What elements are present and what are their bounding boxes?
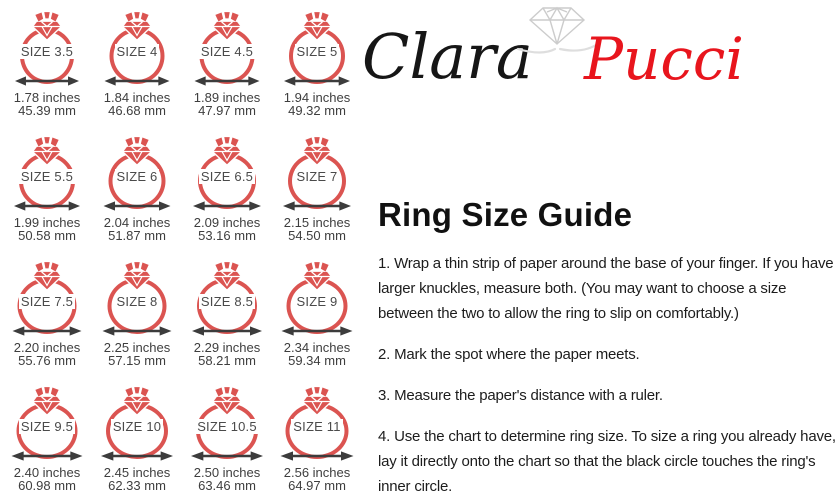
- ring-mm-label: 50.58 mm: [18, 228, 76, 243]
- ring-mm-label: 49.32 mm: [288, 103, 346, 118]
- ring-inches-label: 2.50 inches: [193, 465, 261, 480]
- diameter-arrow-icon: [105, 75, 170, 87]
- ring-inches-label: 1.94 inches: [283, 90, 351, 105]
- diamond-gem-icon: [32, 258, 63, 295]
- ring-mm-label: 51.87 mm: [108, 228, 166, 243]
- diameter-arrow-icon: [15, 75, 79, 87]
- ring-size-cell: [92, 133, 182, 258]
- diamond-gem-icon: [122, 383, 153, 420]
- ring-size-cell: [2, 133, 92, 258]
- ring-size-cell: [272, 258, 362, 383]
- diamond-gem-icon: [32, 383, 63, 420]
- ring-inches-label: 2.25 inches: [103, 340, 171, 355]
- ring-mm-label: 59.34 mm: [288, 353, 346, 368]
- diamond-gem-icon: [122, 258, 153, 295]
- ring-size-cell: [92, 383, 182, 501]
- ring-mm-label: 54.50 mm: [288, 228, 346, 243]
- brand-logo: [362, 4, 782, 116]
- ring-inches-label: 1.89 inches: [193, 90, 261, 105]
- ring-inches-label: 2.04 inches: [103, 215, 171, 230]
- ring-size-label: SIZE 4: [116, 44, 158, 59]
- ring-inches-label: 2.29 inches: [193, 340, 261, 355]
- ring-inches-label: 2.20 inches: [13, 340, 81, 355]
- diameter-arrow-icon: [101, 450, 173, 462]
- guide-steps: [378, 251, 838, 501]
- ring-mm-label: 60.98 mm: [18, 478, 76, 493]
- ring-size-label: SIZE 5: [296, 44, 338, 59]
- diamond-gem-icon: [212, 258, 243, 295]
- ring-size-cell: [92, 8, 182, 133]
- ring-size-label: SIZE 9: [296, 294, 338, 309]
- guide-step-3: 3. Measure the paper's distance with a ruler.: [378, 387, 663, 404]
- ring-inches-label: 2.34 inches: [283, 340, 351, 355]
- ring-size-label: SIZE 11: [293, 419, 341, 434]
- diamond-gem-icon: [302, 383, 333, 420]
- logo-word-clara: Clara: [362, 20, 533, 93]
- ring-inches-label: 1.99 inches: [13, 215, 81, 230]
- ring-inches-label: 2.56 inches: [283, 465, 351, 480]
- logo-word-pucci: Pucci: [584, 25, 744, 93]
- ring-inches-label: 2.15 inches: [283, 215, 351, 230]
- ring-size-cell: [2, 258, 92, 383]
- diamond-gem-icon: [32, 8, 63, 45]
- diameter-arrow-icon: [284, 75, 350, 87]
- ring-inches-label: 1.84 inches: [103, 90, 171, 105]
- diameter-arrow-icon: [14, 200, 80, 212]
- diamond-gem-icon: [302, 133, 333, 170]
- diamond-gem-icon: [32, 133, 63, 170]
- ring-size-cell: [272, 133, 362, 258]
- ring-size-cell: [2, 8, 92, 133]
- diameter-arrow-icon: [13, 325, 82, 337]
- ring-size-label: SIZE 10.5: [197, 419, 257, 434]
- guide-step-4: 4. Use the chart to determine ring size. To size a ring you already have, lay it directly onto the chart so that the black circle touches the ring's inner circle.: [378, 428, 836, 495]
- diameter-arrow-icon: [12, 450, 83, 462]
- ring-size-cell: [182, 133, 272, 258]
- diameter-arrow-icon: [195, 75, 260, 87]
- guide-step-2: 2. Mark the spot where the paper meets.: [378, 346, 640, 363]
- ring-size-cell: [182, 8, 272, 133]
- ring-mm-label: 46.68 mm: [108, 103, 166, 118]
- diamond-gem-icon: [302, 8, 333, 45]
- diameter-arrow-icon: [283, 200, 351, 212]
- ring-mm-label: 47.97 mm: [198, 103, 256, 118]
- diameter-arrow-icon: [104, 200, 171, 212]
- ring-size-label: SIZE 9.5: [20, 419, 74, 434]
- ring-inches-label: 2.40 inches: [13, 465, 81, 480]
- ring-size-cell: [182, 258, 272, 383]
- diamond-gem-icon: [212, 383, 243, 420]
- ring-size-cell: [182, 383, 272, 501]
- ring-size-label: SIZE 10: [112, 419, 162, 434]
- diameter-arrow-icon: [193, 200, 261, 212]
- diameter-arrow-icon: [192, 325, 262, 337]
- ring-size-cell: [272, 8, 362, 133]
- ring-mm-label: 55.76 mm: [18, 353, 76, 368]
- ring-size-label: SIZE 4.5: [200, 44, 254, 59]
- ring-size-label: SIZE 7: [296, 169, 338, 184]
- diamond-gem-icon: [122, 8, 153, 45]
- diamond-gem-icon: [302, 258, 333, 295]
- ring-mm-label: 57.15 mm: [108, 353, 166, 368]
- ring-inches-label: 2.09 inches: [193, 215, 261, 230]
- ring-size-cell: [272, 383, 362, 501]
- diameter-arrow-icon: [281, 450, 354, 462]
- ring-inches-label: 2.45 inches: [103, 465, 171, 480]
- ring-size-label: SIZE 6: [116, 169, 158, 184]
- ring-mm-label: 62.33 mm: [108, 478, 166, 493]
- diameter-arrow-icon: [103, 325, 172, 337]
- ring-mm-label: 63.46 mm: [198, 478, 256, 493]
- diamond-gem-icon: [212, 133, 243, 170]
- ring-size-label: SIZE 8: [116, 294, 158, 309]
- diamond-gem-icon: [212, 8, 243, 45]
- guide-title: Ring Size Guide: [378, 196, 633, 233]
- ring-mm-label: 64.97 mm: [288, 478, 346, 493]
- ring-size-label: SIZE 6.5: [200, 169, 254, 184]
- ring-size-cell: [92, 258, 182, 383]
- ring-mm-label: 53.16 mm: [198, 228, 256, 243]
- ring-mm-label: 58.21 mm: [198, 353, 256, 368]
- ring-size-grid: [2, 8, 364, 501]
- ring-size-label: SIZE 3.5: [20, 44, 74, 59]
- ring-size-cell: [2, 383, 92, 501]
- ring-mm-label: 45.39 mm: [18, 103, 76, 118]
- diamond-gem-icon: [122, 133, 153, 170]
- diameter-arrow-icon: [191, 450, 263, 462]
- ring-size-label: SIZE 8.5: [200, 294, 254, 309]
- ring-size-label: SIZE 7.5: [20, 294, 74, 309]
- diameter-arrow-icon: [282, 325, 353, 337]
- guide-step-1: 1. Wrap a thin strip of paper around the base of your finger. If you have larger knuckles, measure both. (You may want to choose a size between the two to allow the ring to slip on comfortably.): [378, 255, 834, 322]
- ring-size-label: SIZE 5.5: [20, 169, 74, 184]
- ring-inches-label: 1.78 inches: [13, 90, 81, 105]
